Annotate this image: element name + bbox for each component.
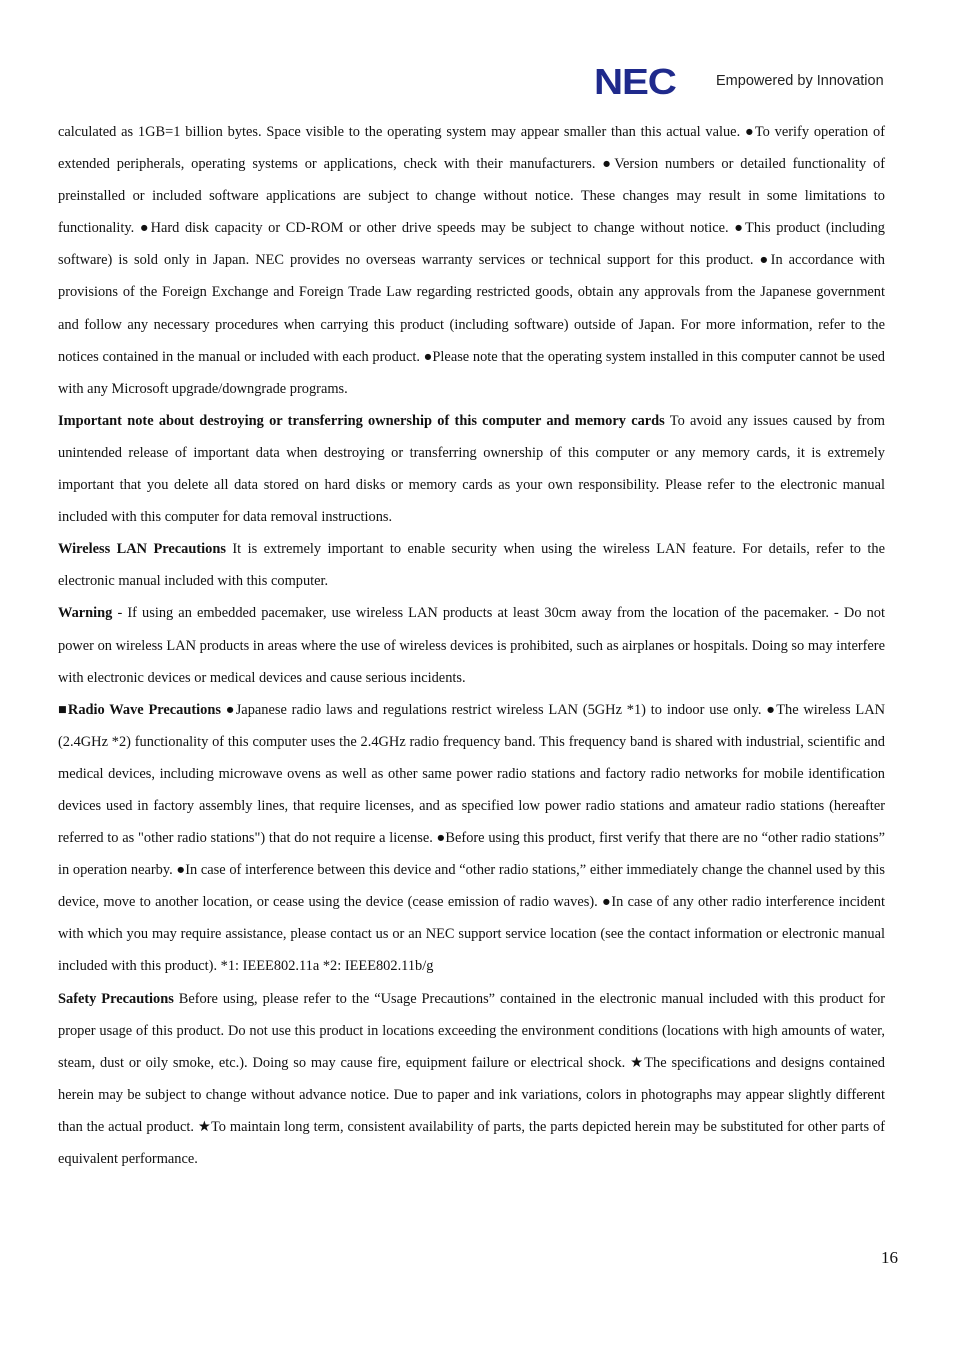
paragraph-text: calculated as 1GB=1 billion bytes. Space visible to the operating system may appear smaller than this actual value. ●To verify operation of extended peripherals, operating systems or applications, check with their manufacturers. ●Version numbers or detailed functionality of preinstalled or included software applications are subject to change without notice. These changes may result in some limitations to functionality. ●Hard disk capacity or CD-ROM or other drive speeds may be subject to change without notice. ●This product (including software) is sold only in Japan. NEC provides no overseas warranty services or technical support for this product. ●In accordance with provisions of the Foreign Exchange and Foreign Trade Law regarding restricted goods, obtain any approvals from the Japanese government and follow any necessary procedures when carrying this product (including software) outside of Japan. For more information, refer to the notices contained in the manual or included with each product. ●Please note that the operating system installed in this computer cannot be used with any Microsoft upgrade/downgrade programs. bbox=[58, 124, 885, 397]
paragraph-data-destruction bbox=[58, 405, 885, 533]
paragraph-heading: Safety Precautions bbox=[58, 990, 174, 1007]
paragraph-radio-wave bbox=[58, 694, 885, 983]
nec-logo-wordmark: NEC bbox=[594, 61, 676, 102]
paragraph-notices bbox=[58, 116, 885, 405]
paragraph-text: To avoid any issues caused by from unintended release of important data when destroying or transferring ownership of this computer or any memory cards, it is extremely important that you delete all data stored on hard disks or memory cards as your own responsibility. Please refer to the electronic manual included with this computer for data removal instructions. bbox=[58, 412, 885, 526]
page-number: 16 bbox=[881, 1248, 898, 1267]
paragraph-heading: Warning bbox=[58, 605, 113, 622]
logo-tagline: Empowered by Innovation bbox=[716, 73, 884, 89]
paragraph-text: It is extremely important to enable security when using the wireless LAN feature. For details, refer to the electronic manual included with this computer. bbox=[58, 541, 885, 590]
paragraph-heading: Important note about destroying or transferring ownership of this computer and memory cards bbox=[58, 412, 665, 429]
paragraph-text: - If using an embedded pacemaker, use wireless LAN products at least 30cm away from the location of the pacemaker. - Do not power on wireless LAN products in areas where the use of wireless devices is prohibited, such as airplanes or hospitals. Doing so may interfere with electronic devices or medical devices and cause serious incidents. bbox=[58, 605, 885, 686]
paragraph-heading: Wireless LAN Precautions bbox=[58, 541, 226, 558]
paragraph-wireless-lan bbox=[58, 533, 885, 597]
paragraph-warning bbox=[58, 597, 885, 693]
nec-logo bbox=[594, 61, 904, 102]
paragraph-text: Before using, please refer to the “Usage Precautions” contained in the electronic manual included with this product for proper usage of this product. Do not use this product in locations exceeding the environment conditions (locations with high amounts of water, steam, dust or oily smoke, etc.). Doing so may cause fire, equipment failure or electrical shock. ★The specifications and designs contained herein may be subject to change without advance notice. Due to paper and ink variations, colors in photographs may appear slightly different than the actual product. ★To maintain long term, consistent availability of parts, the parts depicted herein may be substituted for other parts of equivalent performance. bbox=[58, 990, 885, 1167]
document-body bbox=[58, 116, 885, 1175]
paragraph-heading: ■Radio Wave Precautions bbox=[58, 701, 221, 718]
paragraph-text: ●Japanese radio laws and regulations restrict wireless LAN (5GHz *1) to indoor use only. ●The wireless LAN (2.4GHz *2) functionality of this computer uses the 2.4GHz radio frequency band. This frequency band is shared with industrial, scientific and medical devices, including microwave ovens as well as other same power radio stations and factory radio networks for mobile identification devices used in factory assembly lines, that require licenses, and as specified low power radio stations and amateur radio stations (hereafter referred to as "other radio stations") that do not require a license. ●Before using this product, first verify that there are no “other radio stations” in operation nearby. ●In case of interference between this device and “other radio stations,” either immediately change the channel used by this device, move to another location, or cease using the device (cease emission of radio waves). ●In case of any other radio interference incident with which you may require assistance, please contact us or an NEC support service location (see the contact information or electronic manual included with this product). *1: IEEE802.11a *2: IEEE802.11b/g bbox=[58, 701, 885, 975]
paragraph-safety bbox=[58, 983, 885, 1176]
